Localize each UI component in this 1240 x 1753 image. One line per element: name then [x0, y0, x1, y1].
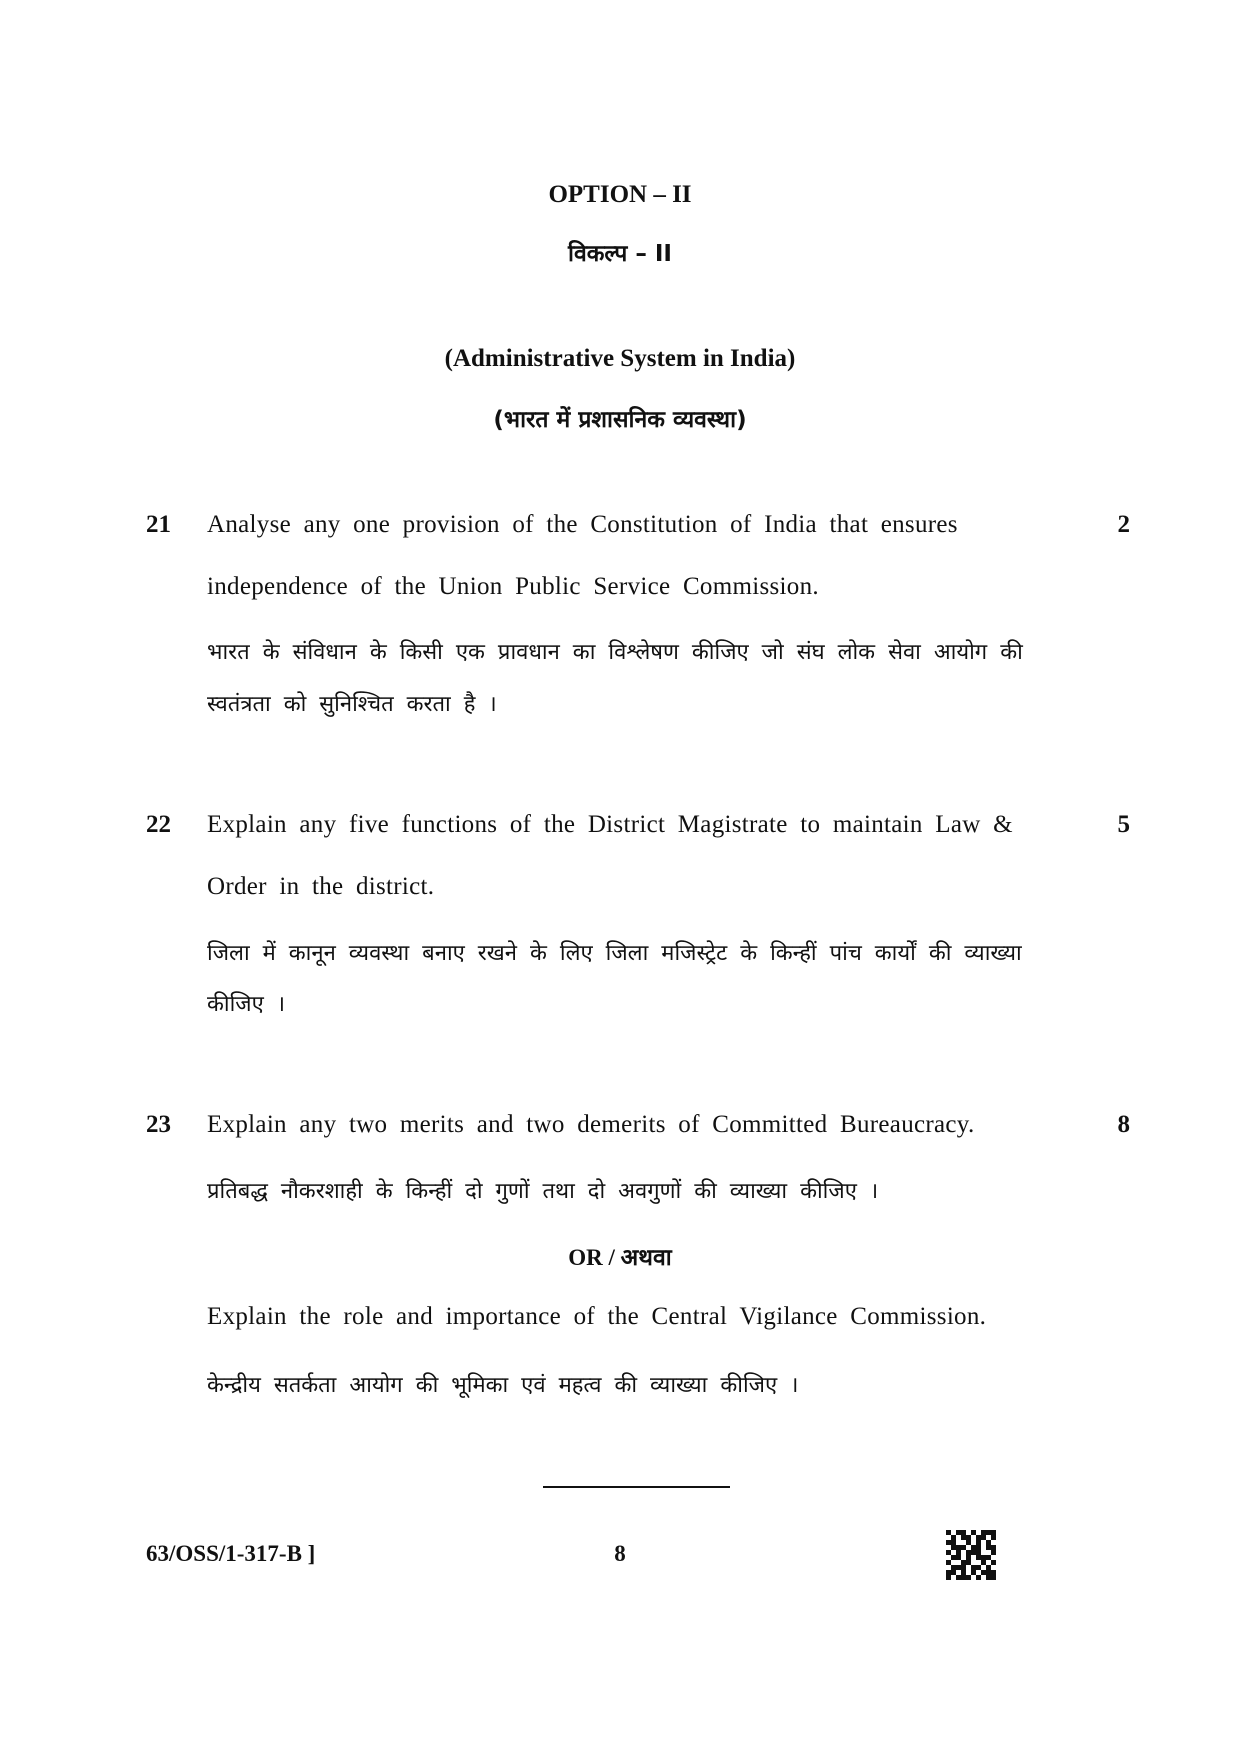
question-text-hi-line2: स्वतंत्रता को सुनिश्चित करता है ।	[207, 692, 497, 717]
subject-heading: (Administrative System in India)	[444, 345, 796, 372]
question-text-en: Analyse any one provision of the Constitution of India that ensures	[207, 511, 958, 538]
question-number: 22	[146, 811, 171, 838]
question-marks: 8	[1117, 1111, 1130, 1138]
question-text-en: Explain any two merits and two demerits of Committed Bureaucracy.	[207, 1111, 975, 1138]
qr-code-icon	[946, 1530, 996, 1580]
option-heading: OPTION – II	[548, 181, 692, 208]
question-text-hi: भारत के संविधान के किसी एक प्रावधान का विश्लेषण कीजिए जो संघ लोक सेवा आयोग की	[207, 640, 1023, 665]
question-text-hi: प्रतिबद्ध नौकरशाही के किन्हीं दो गुणों तथा दो अवगुणों की व्याख्या कीजिए ।	[207, 1179, 879, 1204]
alternative-question-hi: केन्द्रीय सतर्कता आयोग की भूमिका एवं महत्व की व्याख्या कीजिए ।	[207, 1373, 799, 1398]
question-number: 21	[146, 511, 171, 538]
question-marks: 2	[1117, 511, 1130, 538]
question-text-en-line2: independence of the Union Public Service Commission.	[207, 573, 819, 600]
question-text-hi-line2: कीजिए ।	[207, 992, 286, 1017]
question-number: 23	[146, 1111, 171, 1138]
page-number: 8	[614, 1541, 626, 1566]
question-text-hi: जिला में कानून व्यवस्था बनाए रखने के लिए जिला मजिस्ट्रेट के किन्हीं पांच कार्यों की व्याख्या	[207, 941, 1022, 966]
question-text-en: Explain any five functions of the District Magistrate to maintain Law &	[207, 811, 1013, 838]
alternative-question-en: Explain the role and importance of the Central Vigilance Commission.	[207, 1303, 987, 1330]
option-heading-hindi: विकल्प – II	[568, 241, 672, 267]
or-separator: OR / अथवा	[568, 1245, 672, 1270]
question-text-en-line2: Order in the district.	[207, 873, 435, 900]
question-marks: 5	[1117, 811, 1130, 838]
end-rule	[543, 1486, 730, 1488]
paper-code: 63/OSS/1-317-B ]	[146, 1541, 316, 1566]
subject-heading-hindi: (भारत में प्रशासनिक व्यवस्था)	[493, 407, 747, 433]
